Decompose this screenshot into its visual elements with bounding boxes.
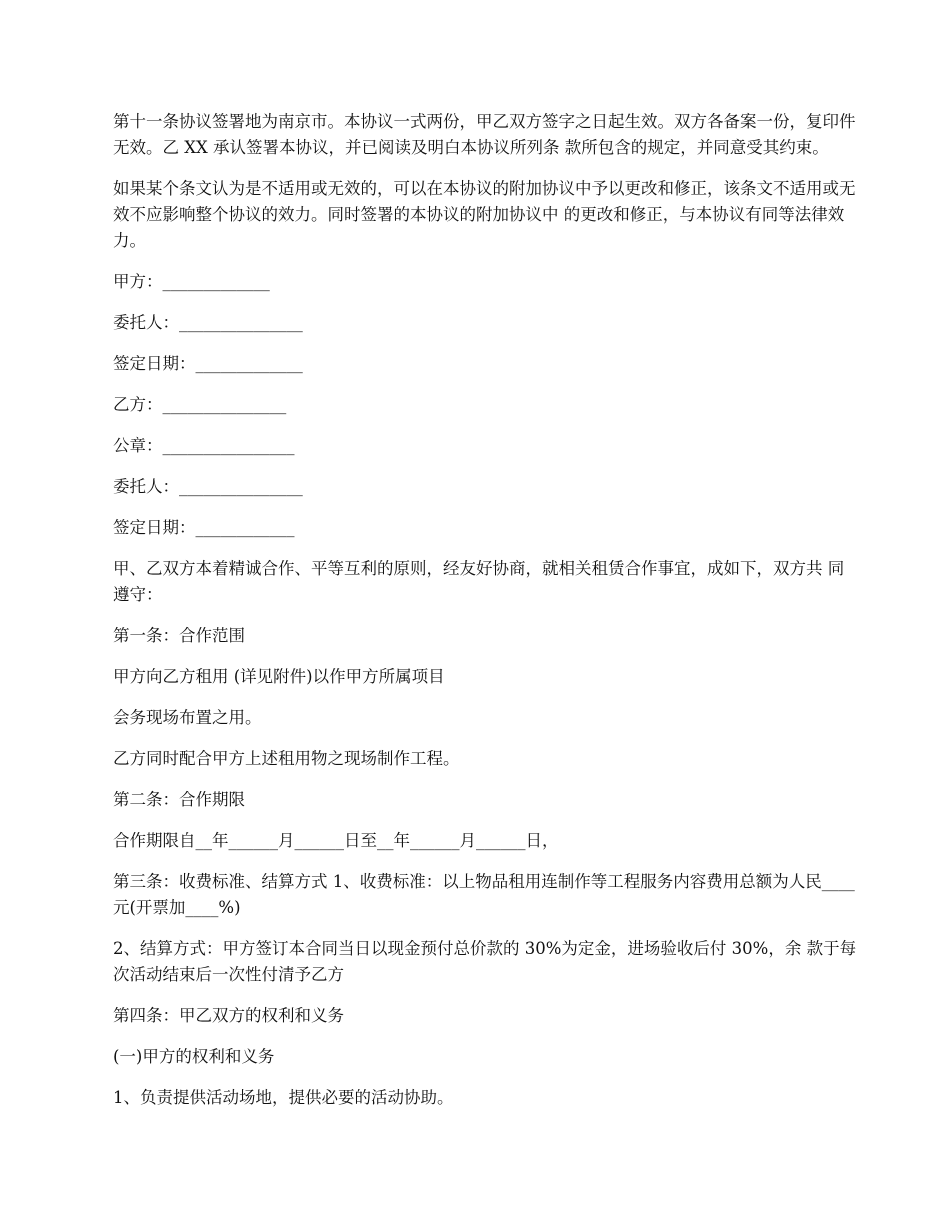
article-2-heading: 第二条：合作期限: [113, 790, 245, 809]
seal-line: 公章：________________: [113, 436, 295, 455]
party-b-agent-line: 委托人：_______________: [113, 477, 303, 496]
party-a-agent-line: 委托人：_______________: [113, 313, 303, 332]
party-a-rights-heading: (一)甲方的权利和义务: [113, 1047, 275, 1066]
party-b-signature-line: 乙方：_______________: [113, 395, 287, 414]
article-1-text-1: 甲方向乙方租用 (详见附件)以作甲方所属项目: [113, 667, 445, 686]
article-1-text-3: 乙方同时配合甲方上述租用物之现场制作工程。: [113, 749, 460, 768]
article-1-text-2: 会务现场布置之用。: [113, 708, 262, 727]
party-b-date-line: 签定日期：____________: [113, 518, 295, 537]
document-body: [113, 109, 858, 1126]
clause-11-paragraph: 第十一条协议签署地为南京市。本协议一式两份，甲乙双方签字之日起生效。双方各备案一份，复印件无效。乙 XX 承认签署本协议，并已阅读及明白本协议所列条 款所包含的规定，并同意受其约束。: [113, 112, 856, 157]
article-4-heading: 第四条：甲乙双方的权利和义务: [113, 1006, 344, 1025]
party-a-date-line: 签定日期：_____________: [113, 354, 303, 373]
article-3-settlement: 2、结算方式：甲方签订本合同当日以现金预付总价款的 30%为定金，进场验收后付 30%，余 款于每次活动结束后一次性付清予乙方: [113, 939, 857, 984]
article-2-text: 合作期限自__年______月______日至__年______月______日，: [113, 831, 559, 850]
validity-paragraph: 如果某个条文认为是不适用或无效的，可以在本协议的附加协议中予以更改和修正，该条文不适用或无效不应影响整个协议的效力。同时签署的本协议的附加协议中 的更改和修正，与本协议有同等法律效力。: [113, 179, 856, 250]
party-a-signature-line: 甲方：_____________: [113, 272, 270, 291]
party-a-duty-1: 1、负责提供活动场地，提供必要的活动协助。: [113, 1088, 454, 1107]
preamble-paragraph: 甲、乙双方本着精诚合作、平等互利的原则，经友好协商，就相关租赁合作事宜，成如下，双方共 同遵守：: [113, 559, 845, 604]
article-3-fee-standard: 第三条：收费标准、结算方式 1、收费标准：以上物品租用连制作等工程服务内容费用总额为人民____元(开票加____%): [113, 872, 855, 917]
article-1-heading: 第一条：合作范围: [113, 626, 245, 645]
